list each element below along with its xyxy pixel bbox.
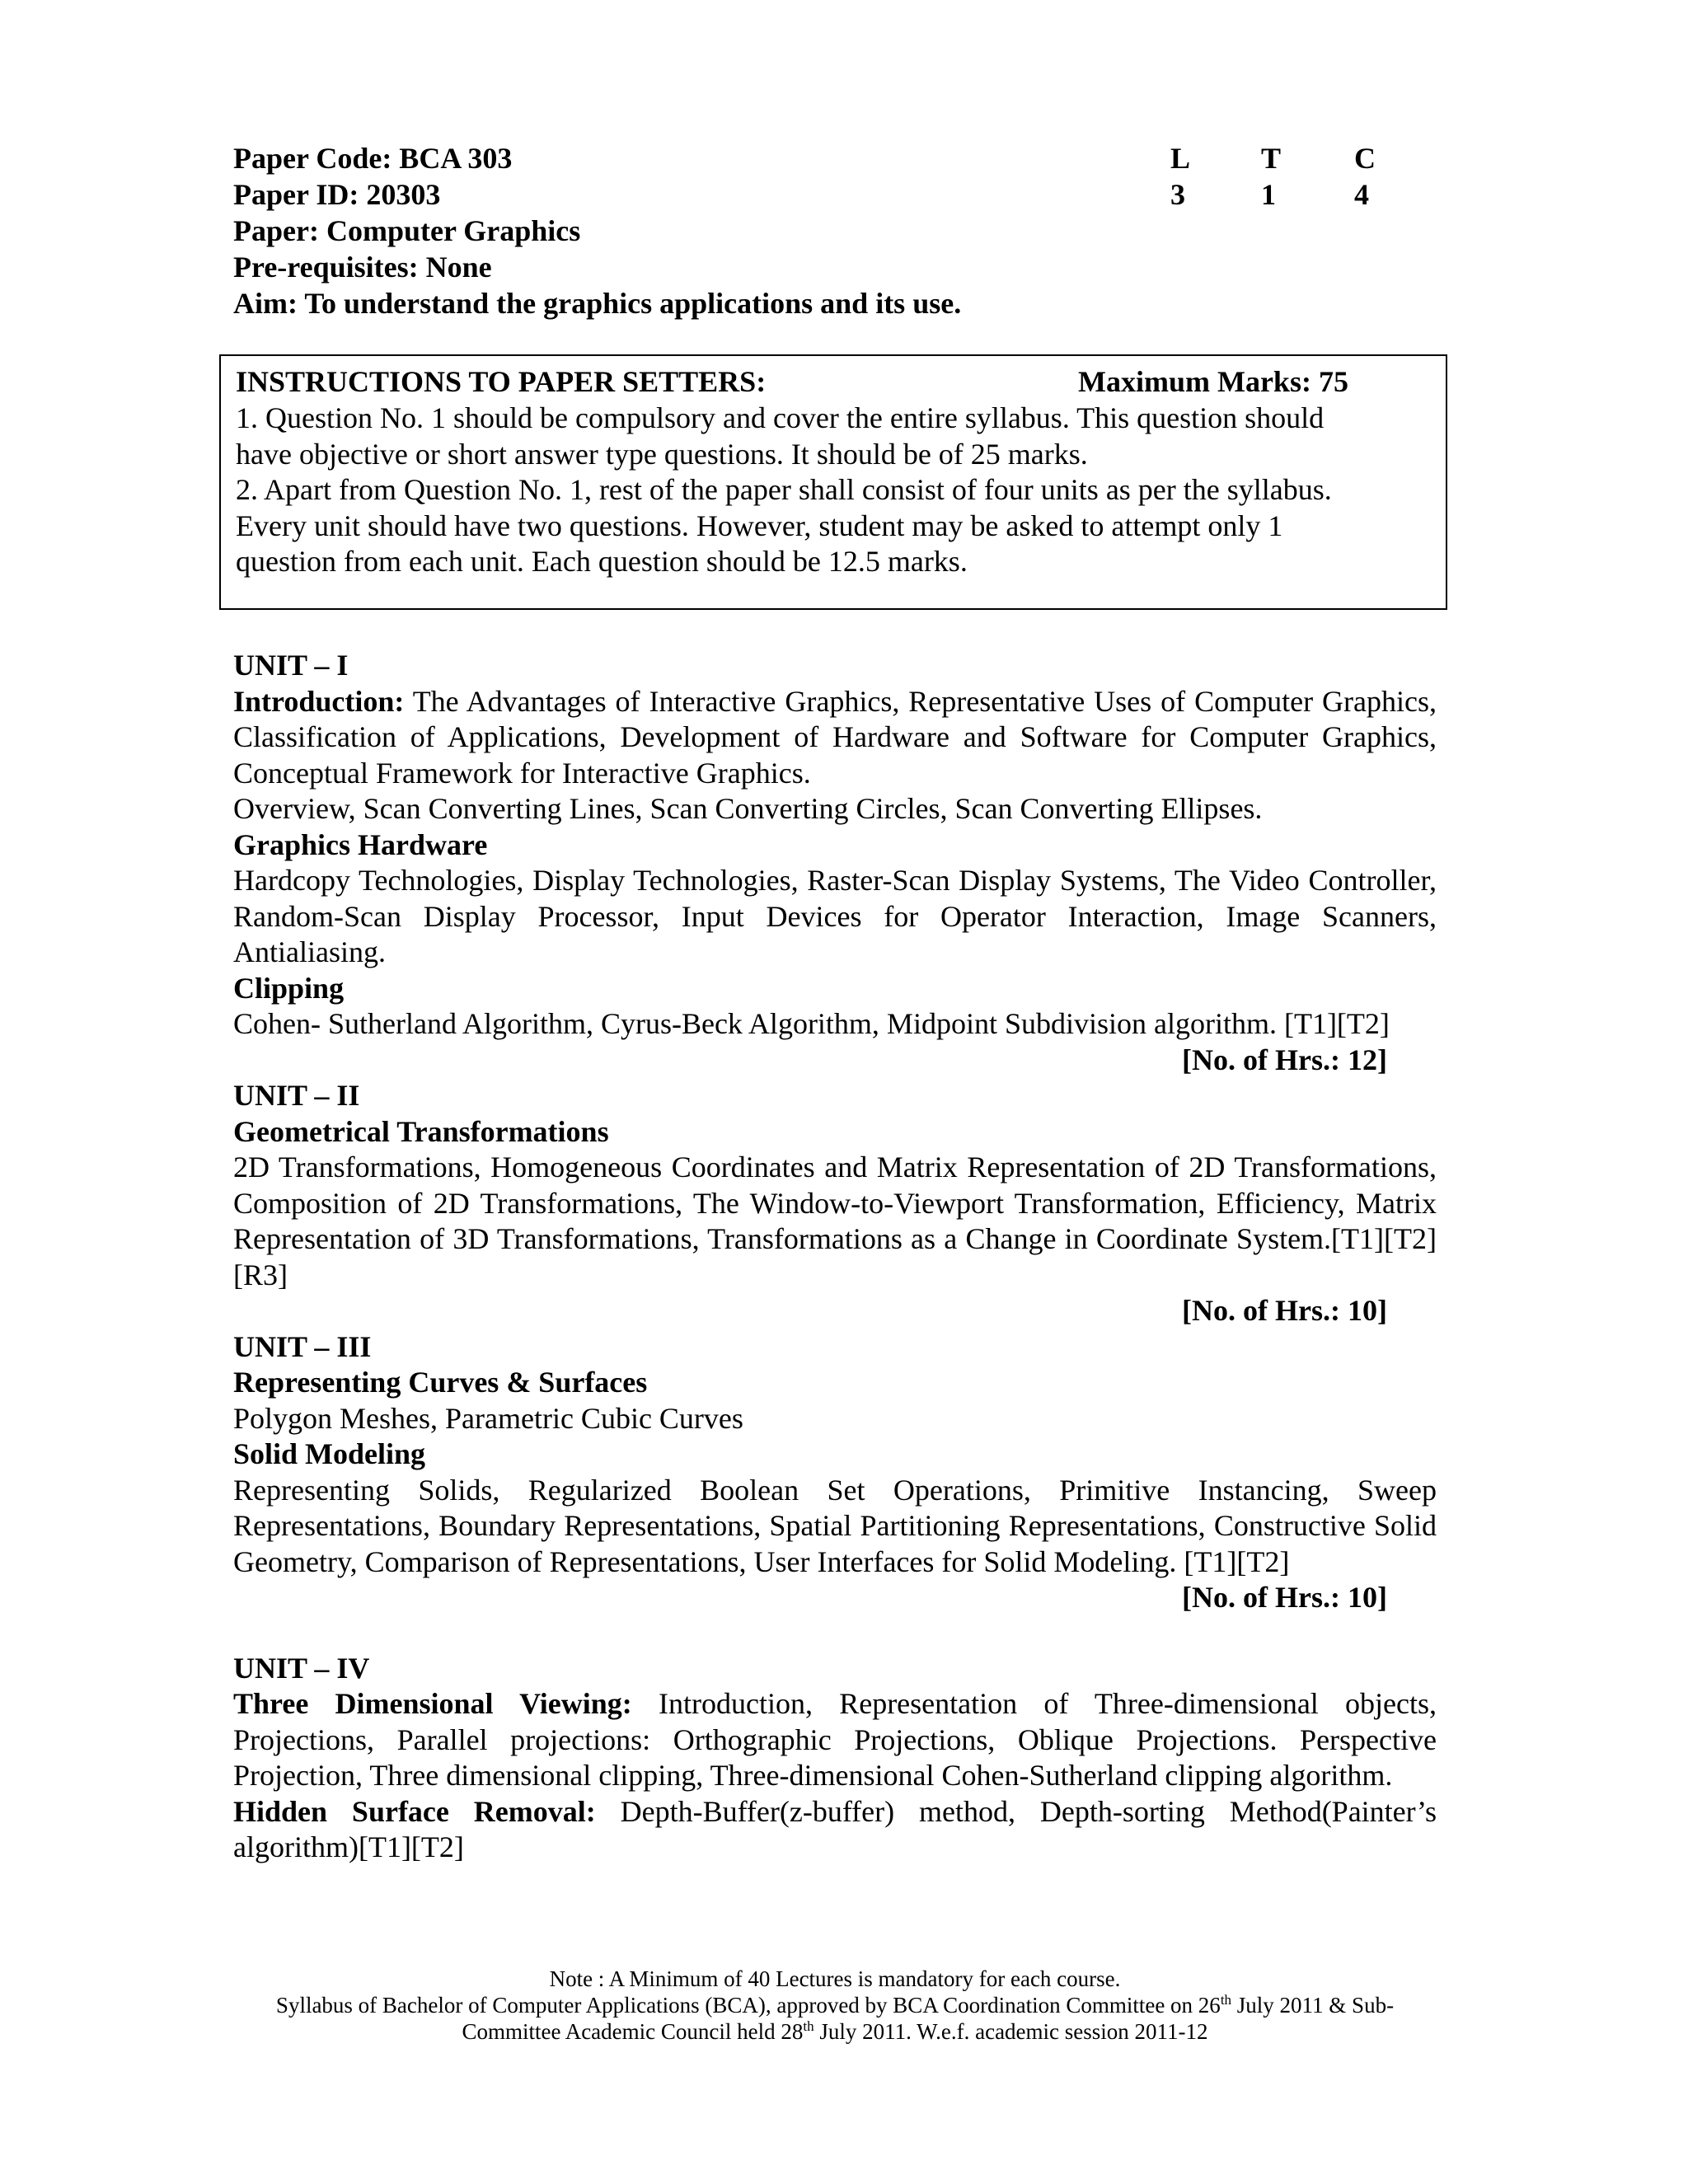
- header-row-code: [233, 140, 1437, 176]
- geometrical-transformations-title: Geometrical Transformations: [233, 1114, 609, 1148]
- ltc-label-t: T: [1261, 142, 1282, 175]
- unit-1-hours: [No. of Hrs.: 12]: [1182, 1043, 1387, 1076]
- instructions-heading: INSTRUCTIONS TO PAPER SETTERS:: [236, 365, 767, 398]
- unit-3-title: UNIT – III: [233, 1329, 372, 1363]
- tdv-text: Introduction, Representation of Three-dimensional objects, Projections, Parallel projections: Orthographic Projections, Oblique Projections. Perspective Projection, Three dimensional clipping, Three-dimensional Cohen-Sutherland clipping algorithm.: [233, 1687, 1437, 1792]
- footer-line3-sup: th: [803, 2018, 814, 2034]
- geometrical-transformations-text: 2D Transformations, Homogeneous Coordinates and Matrix Representation of 2D Transformations, Composition of 2D Transformations, The Window-to-Viewport Transformation, Efficiency, Matrix Representation of 3D Transformations, Transformations as a Change in Coordinate System.[T1][T2][R3]: [233, 1151, 1437, 1291]
- maximum-marks: Maximum Marks: 75: [1078, 365, 1348, 398]
- paper-header: [233, 140, 1437, 321]
- unit-3-hours: [No. of Hrs.: 10]: [1182, 1581, 1387, 1614]
- graphics-hardware-text: Hardcopy Technologies, Display Technologies, Raster-Scan Display Systems, The Video Controller, Random-Scan Display Processor, Input Devices for Operator Interaction, Image Scanners, Antialiasing.: [233, 864, 1437, 968]
- paper-title: Paper: Computer Graphics: [233, 214, 581, 247]
- graphics-hardware-title: Graphics Hardware: [233, 827, 488, 861]
- syllabus-body: [233, 648, 1437, 1866]
- hsr-label: Hidden Surface Removal:: [233, 1794, 596, 1828]
- ltc-label-l: L: [1170, 142, 1191, 175]
- introduction-label: Introduction:: [233, 684, 405, 718]
- unit-1-title: UNIT – I: [233, 649, 349, 682]
- ltc-value-t: 1: [1261, 178, 1276, 211]
- footer-note: Note : A Minimum of 40 Lectures is mandatory for each course.: [549, 1966, 1121, 1991]
- solid-modeling-text: Representing Solids, Regularized Boolean Set Operations, Primitive Instancing, Sweep Representations, Boundary Representations, Spatial Partitioning Representations, Constructive Solid Geometry, Comparison of Representations, User Interfaces for Solid Modeling. [T1][T2]: [233, 1473, 1437, 1578]
- header-row-paper: [233, 213, 1437, 249]
- curves-surfaces-text: Polygon Meshes, Parametric Cubic Curves: [233, 1401, 743, 1435]
- footer-line2-b: July 2011 & Sub-: [1231, 1993, 1395, 2018]
- aim-label: Aim:: [233, 287, 298, 320]
- header-row-prereq: [233, 249, 1437, 285]
- solid-modeling-title: Solid Modeling: [233, 1437, 426, 1470]
- instruction-line: have objective or short answer type questions. It should be of 25 marks.: [236, 437, 1088, 471]
- footer-line2-a: Syllabus of Bachelor of Computer Applications (BCA), approved by BCA Coordination Committee on 26: [275, 1993, 1221, 2018]
- spacer: [233, 1616, 1437, 1651]
- paper-code: Paper Code: BCA 303: [233, 142, 513, 175]
- aim: [233, 285, 961, 321]
- footer-line3-b: July 2011. W.e.f. academic session 2011-12: [814, 2019, 1208, 2044]
- ltc-value-l: 3: [1170, 178, 1185, 211]
- hidden-surface-removal: [233, 1794, 1437, 1866]
- footer-council-line: [233, 2018, 1437, 2045]
- unit-1-overview: Overview, Scan Converting Lines, Scan Converting Circles, Scan Converting Ellipses.: [233, 792, 1263, 825]
- paper-id: Paper ID: 20303: [233, 178, 441, 211]
- page-footer: [233, 1966, 1437, 2045]
- ltc-value-c: 4: [1354, 178, 1369, 211]
- instruction-line: 1. Question No. 1 should be compulsory and cover the entire syllabus. This question should: [236, 401, 1325, 434]
- footer-line3-a: Committee Academic Council held 28: [462, 2019, 804, 2044]
- footer-approval-line: [233, 1992, 1437, 2018]
- instruction-line: 2. Apart from Question No. 1, rest of the paper shall consist of four units as per the syllabus.: [236, 473, 1332, 506]
- instruction-line: Every unit should have two questions. However, student may be asked to attempt only 1: [236, 509, 1283, 542]
- prerequisites: Pre-requisites: None: [233, 251, 492, 284]
- unit-1-introduction: [233, 684, 1437, 792]
- three-dimensional-viewing: [233, 1686, 1437, 1794]
- instructions-heading-row: [236, 364, 1431, 401]
- unit-4-title: UNIT – IV: [233, 1651, 370, 1685]
- header-row-aim: [233, 285, 1437, 321]
- unit-2-hours: [No. of Hrs.: 10]: [1182, 1294, 1387, 1327]
- instruction-line: question from each unit. Each question should be 12.5 marks.: [236, 545, 968, 578]
- footer-line2-sup: th: [1220, 1992, 1232, 2008]
- curves-surfaces-title: Representing Curves & Surfaces: [233, 1366, 648, 1399]
- unit-2-title: UNIT – II: [233, 1079, 360, 1112]
- clipping-title: Clipping: [233, 971, 345, 1005]
- aim-text: To understand the graphics applications and its use.: [297, 287, 962, 320]
- tdv-label: Three Dimensional Viewing:: [233, 1687, 632, 1720]
- introduction-text: The Advantages of Interactive Graphics, Representative Uses of Computer Graphics, Classification of Applications, Development of Hardware and Software for Computer Graphics, Conceptual Framework for Interactive Graphics.: [233, 684, 1437, 790]
- clipping-text: Cohen- Sutherland Algorithm, Cyrus-Beck Algorithm, Midpoint Subdivision algorithm. [T1][T2]: [233, 1007, 1390, 1040]
- ltc-label-c: C: [1354, 142, 1376, 175]
- instructions-box: [219, 354, 1447, 610]
- hsr-text: Depth-Buffer(z-buffer) method, Depth-sorting Method(Painter’s algorithm)[T1][T2]: [233, 1794, 1437, 1863]
- header-row-id: [233, 176, 1437, 213]
